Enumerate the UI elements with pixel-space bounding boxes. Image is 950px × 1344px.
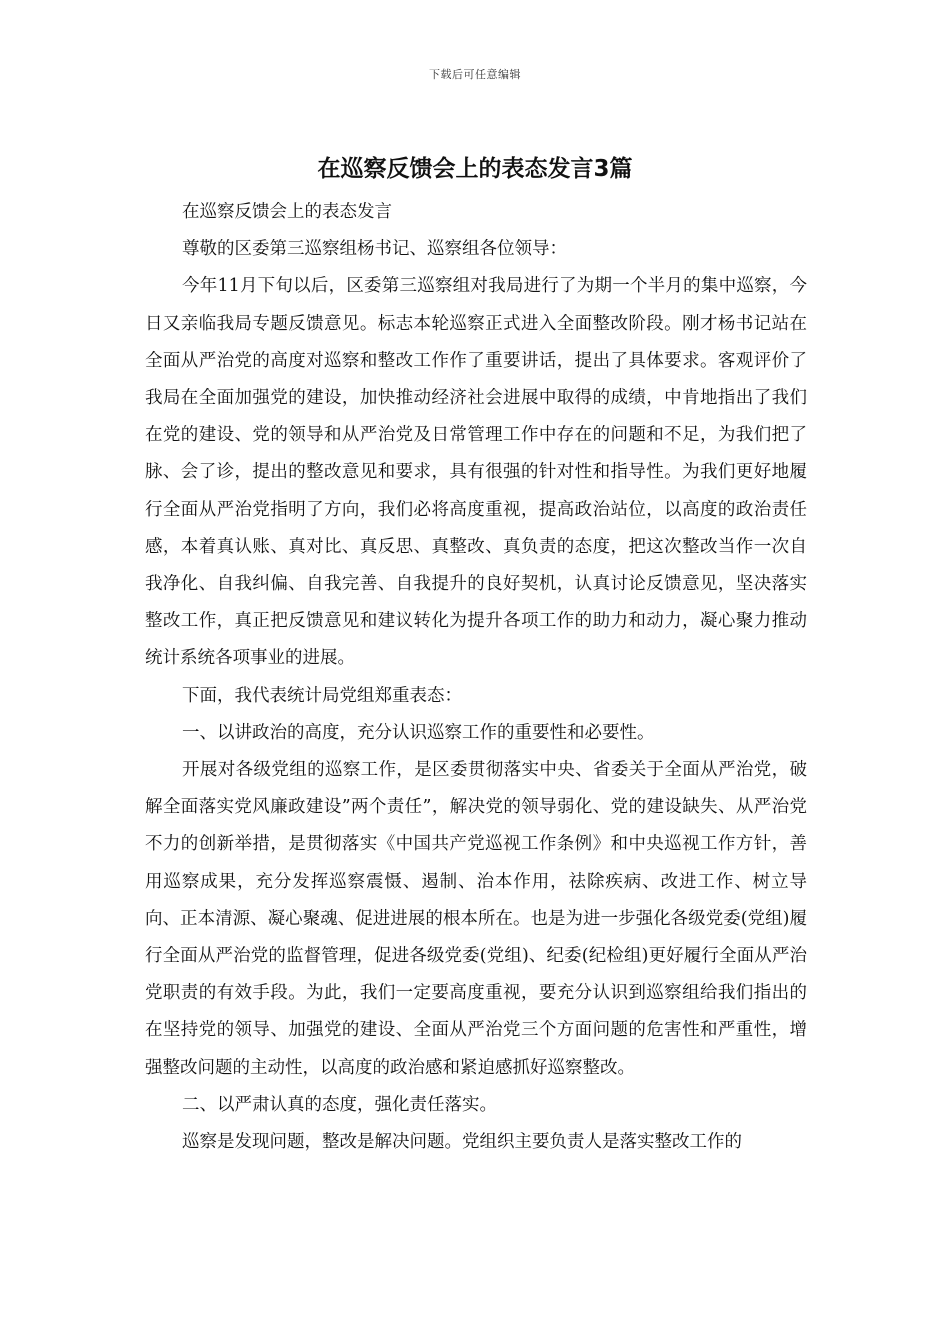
document-title: 在巡察反馈会上的表态发言3篇 (317, 156, 633, 182)
paragraph-statement-lead: 下面，我代表统计局党组郑重表态： (182, 685, 462, 706)
section-heading-1: 一、以讲政治的高度，充分认识巡察工作的重要性和必要性。 (182, 722, 655, 743)
header-note: 下载后可任意编辑 (429, 68, 521, 81)
paragraph-salutation: 尊敬的区委第三巡察组杨书记、巡察组各位领导： (182, 239, 567, 260)
section-heading-2: 二、以严肃认真的态度，强化责任落实。 (182, 1094, 497, 1115)
paragraph-intro: 今年11月下旬以后，区委第三巡察组对我局进行了为期一个半月的集中巡察，今日又亲临我局专题反馈意见。标志本轮巡察正式进入全面整改阶段。刚才杨书记站在全面从严治党的高度对巡察和整改工作作了重要讲话，提出了具体要求。客观评价了我局在全面加强党的建设，加快推动经济社会进展中取得的成绩，中肯地指出了我们在党的建设、党的领导和从严治党及日常管理工作中存在的问题和不足，为我们把了脉、会了诊，提出的整改意见和要求，具有很强的针对性和指导性。为我们更好地履行全面从严治党指明了方向，我们必将高度重视，提高政治站位，以高度的政治责任感，本着真认账、真对比、真反思、真整改、真负责的态度，把这次整改当作一次自我净化、自我纠偏、自我完善、自我提升的良好契机，认真讨论反馈意见，坚决落实整改工作，真正把反馈意见和建议转化为提升各项工作的助力和动力，凝心聚力推动统计系统各项事业的进展。 (145, 276, 807, 669)
paragraph-subtitle: 在巡察反馈会上的表态发言 (182, 202, 392, 222)
paragraph-section-2: 巡察是发现问题，整改是解决问题。党组织主要负责人是落实整改工作的 (182, 1132, 742, 1153)
document-body (145, 194, 807, 1161)
paragraph-section-1: 开展对各级党组的巡察工作，是区委贯彻落实中央、省委关于全面从严治党，破解全面落实党风廉政建设”两个责任”，解决党的领导弱化、党的建设缺失、从严治党不力的创新举措，是贯彻落实《中国共产党巡视工作条例》和中央巡视工作方针，善用巡察成果，充分发挥巡察震慑、遏制、治本作用，祛除疾病、改进工作、树立导向、正本清源、凝心聚魂、促进进展的根本所在。也是为进一步强化各级党委(党组)履行全面从严治党的监督管理，促进各级党委(党组)、纪委(纪检组)更好履行全面从严治党职责的有效手段。为此，我们一定要高度重视，要充分认识到巡察组给我们指出的在坚持党的领导、加强党的建设、全面从严治党三个方面问题的危害性和严重性，增强整改问题的主动性，以高度的政治感和紧迫感抓好巡察整改。 (145, 760, 807, 1078)
